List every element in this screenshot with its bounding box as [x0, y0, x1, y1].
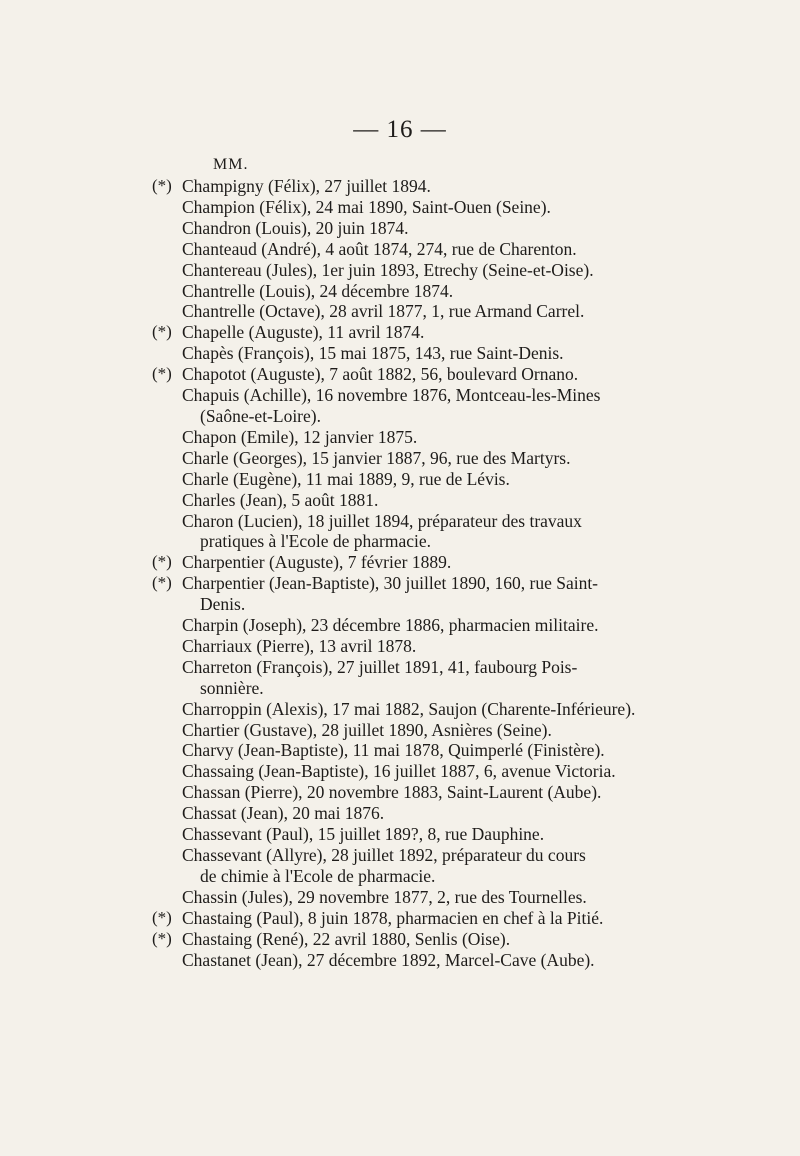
entry-text: Champigny (Félix), 27 juillet 1894. — [182, 176, 431, 196]
entry-text: Charle (Eugène), 11 mai 1889, 9, rue de Lévis. — [182, 468, 510, 489]
list-item — [148, 448, 693, 469]
entry-text: Champion (Félix), 24 mai 1890, Saint-Ouen (Seine). — [182, 196, 551, 217]
entry-text: Chapon (Emile), 12 janvier 1875. — [182, 426, 418, 447]
entry-text: Charle (Georges), 15 janvier 1887, 96, rue des Martyrs. — [182, 447, 571, 468]
list-item — [148, 511, 693, 553]
entry-continuation: pratiques à l'Ecole de pharmacie. — [200, 531, 432, 552]
list-item — [148, 950, 693, 971]
entry-continuation: Denis. — [200, 594, 246, 615]
entry-continuation: (Saône-et-Loire). — [200, 405, 321, 426]
entry-text: Chassevant (Paul), 15 juillet 189?, 8, rue Dauphine. — [182, 824, 545, 845]
list-item — [148, 218, 693, 239]
list-item — [148, 908, 693, 929]
list-item — [148, 845, 693, 887]
list-item — [148, 615, 693, 636]
list-item — [148, 364, 693, 385]
list-item — [148, 260, 693, 281]
list-item — [148, 427, 693, 448]
entry-text: Chassaing (Jean-Baptiste), 16 juillet 1887, 6, avenue Victoria. — [182, 761, 616, 782]
entry-text: Charroppin (Alexis), 17 mai 1882, Saujon (Charente-Inférieure). — [182, 698, 636, 719]
entry-marker: (*) — [152, 928, 172, 948]
entry-text: Chapotot (Auguste), 7 août 1882, 56, boulevard Ornano. — [182, 364, 579, 385]
entry-text: Charreton (François), 27 juillet 1891, 41, faubourg Pois- — [182, 656, 578, 677]
entry-text: Chartier (Gustave), 28 juillet 1890, Asnières (Seine). — [182, 719, 552, 740]
list-item — [148, 176, 693, 197]
entry-text: Chanteaud (André), 4 août 1874, 274, rue de Charenton. — [182, 238, 577, 259]
list-item — [148, 803, 693, 824]
page-number: — 16 — — [353, 116, 447, 143]
entry-text: Charvy (Jean-Baptiste), 11 mai 1878, Quimperlé (Finistère). — [182, 740, 605, 761]
entry-marker: (*) — [152, 364, 172, 384]
entry-text: Chantrelle (Louis), 24 décembre 1874. — [182, 280, 454, 301]
list-item — [148, 239, 693, 260]
list-item — [148, 657, 693, 699]
list-item — [148, 281, 693, 302]
entry-text: Chapuis (Achille), 16 novembre 1876, Montceau-les-Mines — [182, 385, 601, 406]
list-item — [148, 887, 693, 908]
list-item — [148, 301, 693, 322]
entry-text: Chantereau (Jules), 1er juin 1893, Etrechy (Seine-et-Oise). — [182, 259, 594, 280]
entry-continuation: de chimie à l'Ecole de pharmacie. — [200, 865, 436, 886]
list-item — [148, 573, 693, 615]
entry-text: Chantrelle (Octave), 28 avril 1877, 1, rue Armand Carrel. — [182, 301, 585, 322]
entry-text: Chapelle (Auguste), 11 avril 1874. — [182, 322, 425, 343]
entry-text: Chassan (Pierre), 20 novembre 1883, Saint-Laurent (Aube). — [182, 782, 602, 803]
entry-continuation: sonnière. — [200, 677, 264, 698]
list-item — [148, 197, 693, 218]
list-item — [148, 322, 693, 343]
entry-list — [148, 176, 693, 970]
list-item — [148, 385, 693, 427]
list-item — [148, 636, 693, 657]
entry-text: Chastaing (René), 22 avril 1880, Senlis (Oise). — [182, 928, 511, 949]
entry-text: Charriaux (Pierre), 13 avril 1878. — [182, 635, 417, 656]
list-item — [148, 699, 693, 720]
entry-text: Chassat (Jean), 20 mai 1876. — [182, 803, 385, 824]
entry-text: Chassevant (Allyre), 28 juillet 1892, préparateur du cours — [182, 845, 586, 865]
entry-text: Chandron (Louis), 20 juin 1874. — [182, 217, 409, 238]
salutation: MM. — [213, 156, 249, 173]
entry-marker: (*) — [152, 176, 172, 195]
entry-marker: (*) — [152, 552, 172, 572]
entry-text: Chapès (François), 15 mai 1875, 143, rue Saint-Denis. — [182, 343, 564, 364]
list-item — [148, 343, 693, 364]
entry-text: Chastaing (Paul), 8 juin 1878, pharmacien en chef à la Pitié. — [182, 907, 604, 928]
list-item — [148, 782, 693, 803]
entry-marker: (*) — [152, 907, 172, 927]
entry-text: Charpin (Joseph), 23 décembre 1886, pharmacien militaire. — [182, 615, 599, 636]
list-item — [148, 469, 693, 490]
list-item — [148, 490, 693, 511]
entry-text: Charon (Lucien), 18 juillet 1894, préparateur des travaux — [182, 510, 582, 531]
list-item — [148, 824, 693, 845]
entry-marker: (*) — [152, 322, 172, 342]
entry-text: Charles (Jean), 5 août 1881. — [182, 489, 379, 510]
entry-text: Charpentier (Auguste), 7 février 1889. — [182, 552, 452, 573]
list-item — [148, 720, 693, 741]
entry-marker: (*) — [152, 573, 172, 593]
list-item — [148, 740, 693, 761]
entry-text: Charpentier (Jean-Baptiste), 30 juillet 1890, 160, rue Saint- — [182, 573, 599, 594]
entry-text: Chassin (Jules), 29 novembre 1877, 2, rue des Tournelles. — [182, 886, 587, 907]
list-item — [148, 929, 693, 950]
entry-text: Chastanet (Jean), 27 décembre 1892, Marcel-Cave (Aube). — [182, 949, 595, 970]
list-item — [148, 552, 693, 573]
list-item — [148, 761, 693, 782]
